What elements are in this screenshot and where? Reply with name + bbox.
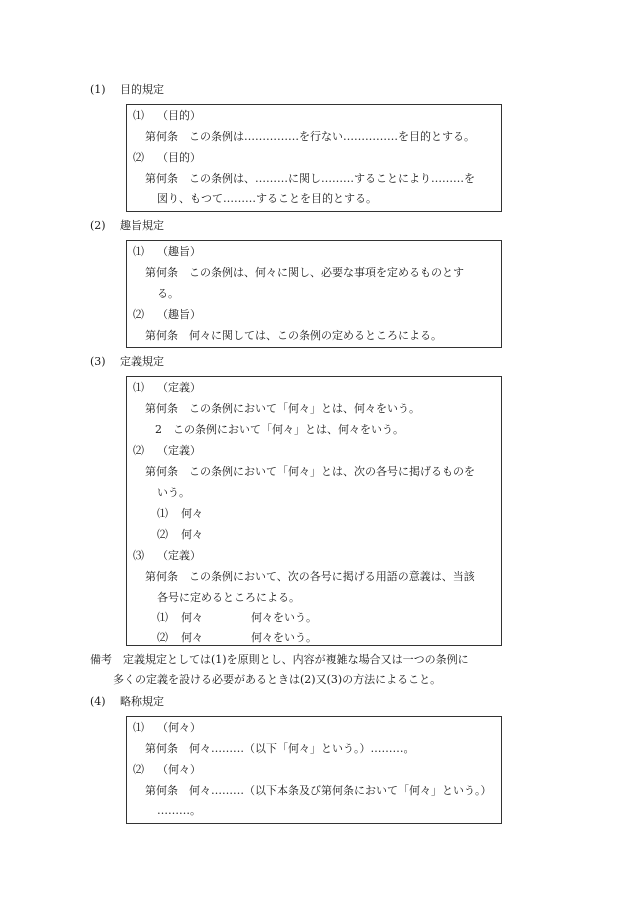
article-text-continued: 図り、もつて………することを目的とする。 xyxy=(157,192,377,205)
article-caption: （目的） xyxy=(157,109,201,122)
example-number: ⑴ xyxy=(133,109,144,122)
article-text: 第何条 この条例は、………に関し………することにより………を xyxy=(145,172,475,185)
article-text: 第何条 この条例は、何々に関し、必要な事項を定めるものとす xyxy=(145,266,464,279)
example-box-purpose xyxy=(126,104,502,212)
item-definition: 何々をいう。 xyxy=(251,631,317,644)
example-number: ⑴ xyxy=(133,245,144,258)
section-heading-3 xyxy=(90,354,164,370)
article-text-continued: いう。 xyxy=(157,486,190,499)
example-box-gist xyxy=(126,240,502,348)
article-text-continued: ………。 xyxy=(157,804,201,817)
section-number: (3) xyxy=(90,355,106,368)
item-definition: 何々をいう。 xyxy=(251,611,317,624)
article-text: 第何条 何々………（以下「何々」という。）………。 xyxy=(145,742,415,755)
article-caption: （趣旨） xyxy=(157,245,201,258)
article-text: 第何条 この条例は……………を行ない……………を目的とする。 xyxy=(145,130,475,143)
example-number: ⑵ xyxy=(133,151,144,164)
example-number: ⑵ xyxy=(133,308,144,321)
section-number: (4) xyxy=(90,695,106,708)
article-text: 第何条 この条例において「何々」とは、何々をいう。 xyxy=(145,402,420,415)
remark-line-2: 多くの定義を設ける必要があるときは(2)又(3)の方法によること。 xyxy=(113,673,442,686)
section-heading-2 xyxy=(90,218,164,234)
article-caption: （定義） xyxy=(157,381,201,394)
article-caption: （目的） xyxy=(157,151,201,164)
article-text: 第何条 この条例において、次の各号に掲げる用語の意義は、当該 xyxy=(145,570,475,583)
article-caption: （趣旨） xyxy=(157,308,201,321)
paragraph-2-text: 2 この条例において「何々」とは、何々をいう。 xyxy=(155,423,404,436)
item-number: ⑴ xyxy=(157,611,168,624)
article-text-continued: る。 xyxy=(157,287,179,300)
article-text: 第何条 この条例において「何々」とは、次の各号に掲げるものを xyxy=(145,465,475,478)
example-number: ⑶ xyxy=(133,549,144,562)
example-number: ⑴ xyxy=(133,721,144,734)
example-number: ⑵ xyxy=(133,444,144,457)
article-caption: （何々） xyxy=(157,721,201,734)
section-number: (1) xyxy=(90,83,106,96)
example-number: ⑵ xyxy=(133,763,144,776)
item-text: 何々 xyxy=(181,528,203,541)
article-text-continued: 各号に定めるところによる。 xyxy=(157,591,300,604)
section-number: (2) xyxy=(90,219,106,232)
section-heading-1 xyxy=(90,82,164,98)
section-title: 略称規定 xyxy=(120,695,164,708)
section-title: 趣旨規定 xyxy=(120,219,164,232)
section-heading-4 xyxy=(90,694,164,710)
example-number: ⑴ xyxy=(133,381,144,394)
article-caption: （定義） xyxy=(157,549,201,562)
section-title: 定義規定 xyxy=(120,355,164,368)
article-text: 第何条 何々に関しては、この条例の定めるところによる。 xyxy=(145,329,442,342)
section-title: 目的規定 xyxy=(120,83,164,96)
item-number: ⑴ xyxy=(157,507,168,520)
item-term: 何々 xyxy=(181,611,203,624)
article-caption: （定義） xyxy=(157,444,201,457)
item-text: 何々 xyxy=(181,507,203,520)
example-box-definition xyxy=(126,376,502,646)
article-caption: （何々） xyxy=(157,763,201,776)
remark-line-1: 備考 定義規定としては(1)を原則とし、内容が複雑な場合又は一つの条例に xyxy=(90,653,469,666)
item-term: 何々 xyxy=(181,631,203,644)
item-number: ⑵ xyxy=(157,631,168,644)
article-text: 第何条 何々………（以下本条及び第何条において「何々」という。） xyxy=(145,784,492,797)
item-number: ⑵ xyxy=(157,528,168,541)
example-box-abbreviation xyxy=(126,716,502,824)
